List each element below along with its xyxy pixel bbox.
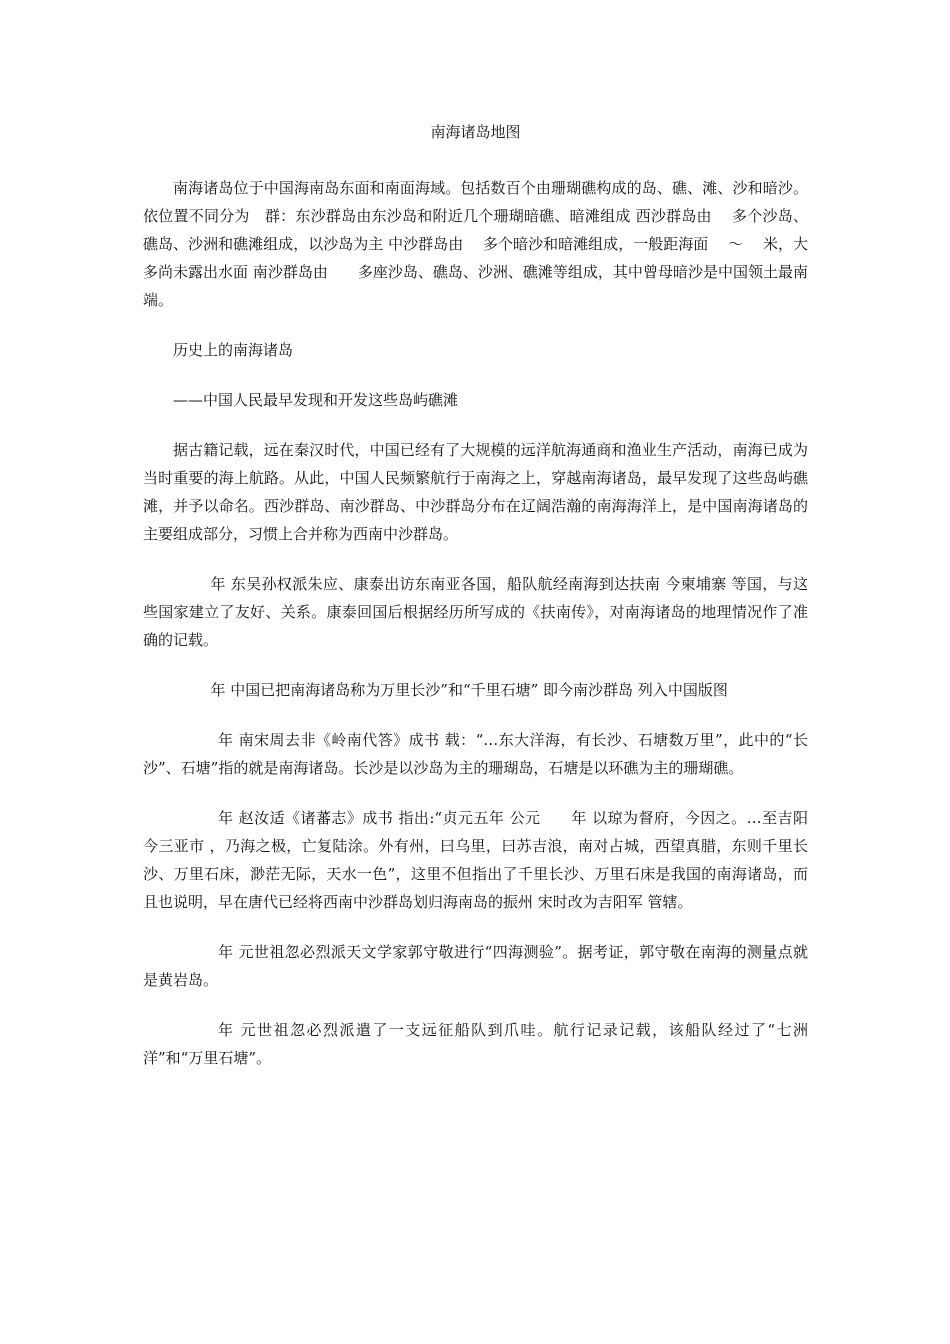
history-entry-3: 年 南宋周去非《岭南代答》成书 载：“…东大洋海，有长沙、石塘数万里”，此中的“长沙”、石塘”指的就是南海诸岛。长沙是以沙岛为主的珊瑚岛，石塘是以环礁为主的珊瑚礁。: [143, 731, 808, 777]
history-entry-6: 年 元世祖忽必烈派遣了一支远征船队到爪哇。航行记录记载，该船队经过了“七洲洋”和“万里石塘”。: [143, 1021, 808, 1067]
history-entry-4: 年 赵汝适《诸蕃志》成书 指出:“贞元五年 公元 年 以琼为督府，今因之。…至吉阳 今三亚市 ，乃海之极，亡复陆涂。外有州，曰乌里，曰苏吉浪，南对占城，西望真腊，东则千里长沙、万里石床，渺茫无际，天水一色”，这里不但指出了千里长沙、万里石床是我国的南海诸岛，而且也说明，早在唐代已经将西南中沙群岛划归海南岛的振州 宋时改为吉阳军 管辖。: [143, 809, 808, 911]
history-entry-2: 年 中国已把南海诸岛称为万里长沙”和“千里石塘” 即今南沙群岛 列入中国版图: [210, 681, 728, 699]
intro-paragraph: 南海诸岛位于中国海南岛东面和南面海域。包括数百个由珊瑚礁构成的岛、礁、滩、沙和暗沙。依位置不同分为 群：东沙群岛由东沙岛和附近几个珊瑚暗礁、暗滩组成 西沙群岛由 多个沙岛、礁岛、沙洲和礁滩组成，以沙岛为主 中沙群岛由 多个暗沙和暗滩组成，一般距海面 ～ 米，大多尚未露出水面 南沙群岛由 多座沙岛、礁岛、沙洲、礁滩等组成，其中曾母暗沙是中国领土最南端。: [143, 179, 808, 309]
document-page: [143, 120, 808, 1094]
section-heading: 历史上的南海诸岛: [173, 341, 294, 359]
history-entry-5: 年 元世祖忽必烈派天文学家郭守敬进行“四海测验”。据考证，郭守敬在南海的测量点就是黄岩岛。: [143, 943, 808, 989]
document-title: 南海诸岛地图: [430, 123, 521, 141]
section-subheading: ——中国人民最早发现和开发这些岛屿礁滩: [173, 391, 459, 409]
history-paragraph: 据古籍记载，远在秦汉时代，中国已经有了大规模的远洋航海通商和渔业生产活动，南海已成为当时重要的海上航路。从此，中国人民频繁航行于南海之上，穿越南海诸岛，最早发现了这些岛屿礁滩，并予以命名。西沙群岛、南沙群岛、中沙群岛分布在辽阔浩瀚的南海海洋上，是中国南海诸岛的主要组成部分，习惯上合并称为西南中沙群岛。: [143, 441, 808, 543]
history-entry-1: 年 东吴孙权派朱应、康泰出访东南亚各国，船队航经南海到达扶南 今柬埔寨 等国，与这些国家建立了友好、关系。康泰回国后根据经历所写成的《扶南传》，对南海诸岛的地理情况作了准确的记载。: [143, 575, 808, 649]
